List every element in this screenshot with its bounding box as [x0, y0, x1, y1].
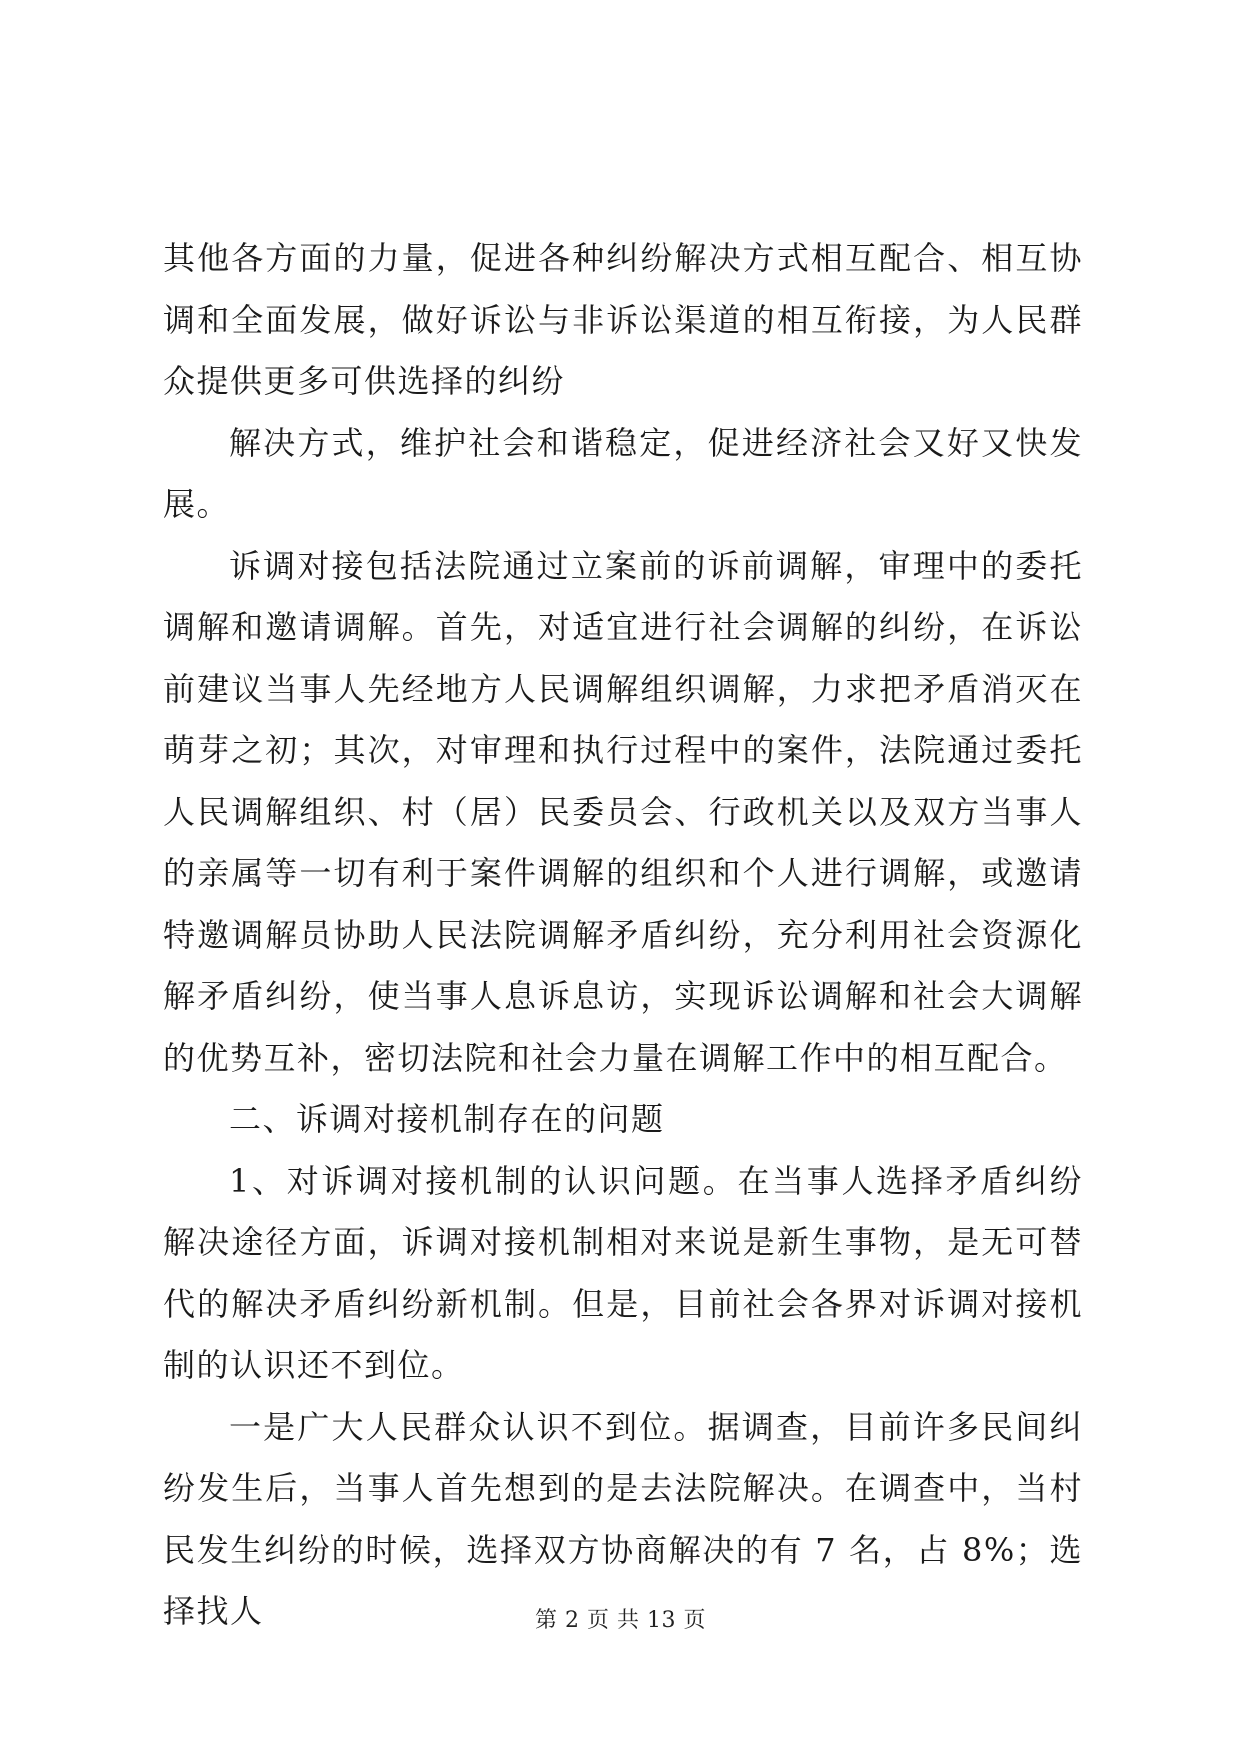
paragraph-continuation: 其他各方面的力量，促进各种纠纷解决方式相互配合、相互协调和全面发展，做好诉讼与非诉讼渠道的相互衔接，为人民群众提供更多可供选择的纠纷 — [163, 239, 1083, 400]
section-heading-problems: 二、诉调对接机制存在的问题 — [229, 1100, 665, 1138]
page-footer: 第 2 页 共 13 页 — [535, 1608, 706, 1633]
document-body — [163, 228, 1083, 1643]
paragraph-mediation-definition: 诉调对接包括法院通过立案前的诉前调解，审理中的委托调解和邀请调解。首先，对适宜进行社会调解的纠纷，在诉讼前建议当事人先经地方人民调解组织调解，力求把矛盾消灭在萌芽之初；其次，对审理和执行过程中的案件，法院通过委托人民调解组织、村（居）民委员会、行政机关以及双方当事人的亲属等一切有利于案件调解的组织和个人进行调解，或邀请特邀调解员协助人民法院调解矛盾纠纷，充分利用社会资源化解矛盾纠纷，使当事人息诉息访，实现诉讼调解和社会大调解的优势互补，密切法院和社会力量在调解工作中的相互配合。 — [163, 546, 1083, 1077]
paragraph-awareness-issue: 1、对诉调对接机制的认识问题。在当事人选择矛盾纠纷解决途径方面，诉调对接机制相对来说是新生事物，是无可替代的解决矛盾纠纷新机制。但是，目前社会各界对诉调对接机制的认识还不到位。 — [163, 1161, 1083, 1384]
paragraph-public-awareness: 一是广大人民群众认识不到位。据调查，目前许多民间纠纷发生后，当事人首先想到的是去法院解决。在调查中，当村民发生纠纷的时候，选择双方协商解决的有 7 名，占 8%；选择找人 — [163, 1407, 1083, 1630]
paragraph-resolution-methods: 解决方式，维护社会和谐稳定，促进经济社会又好又快发展。 — [163, 423, 1083, 523]
